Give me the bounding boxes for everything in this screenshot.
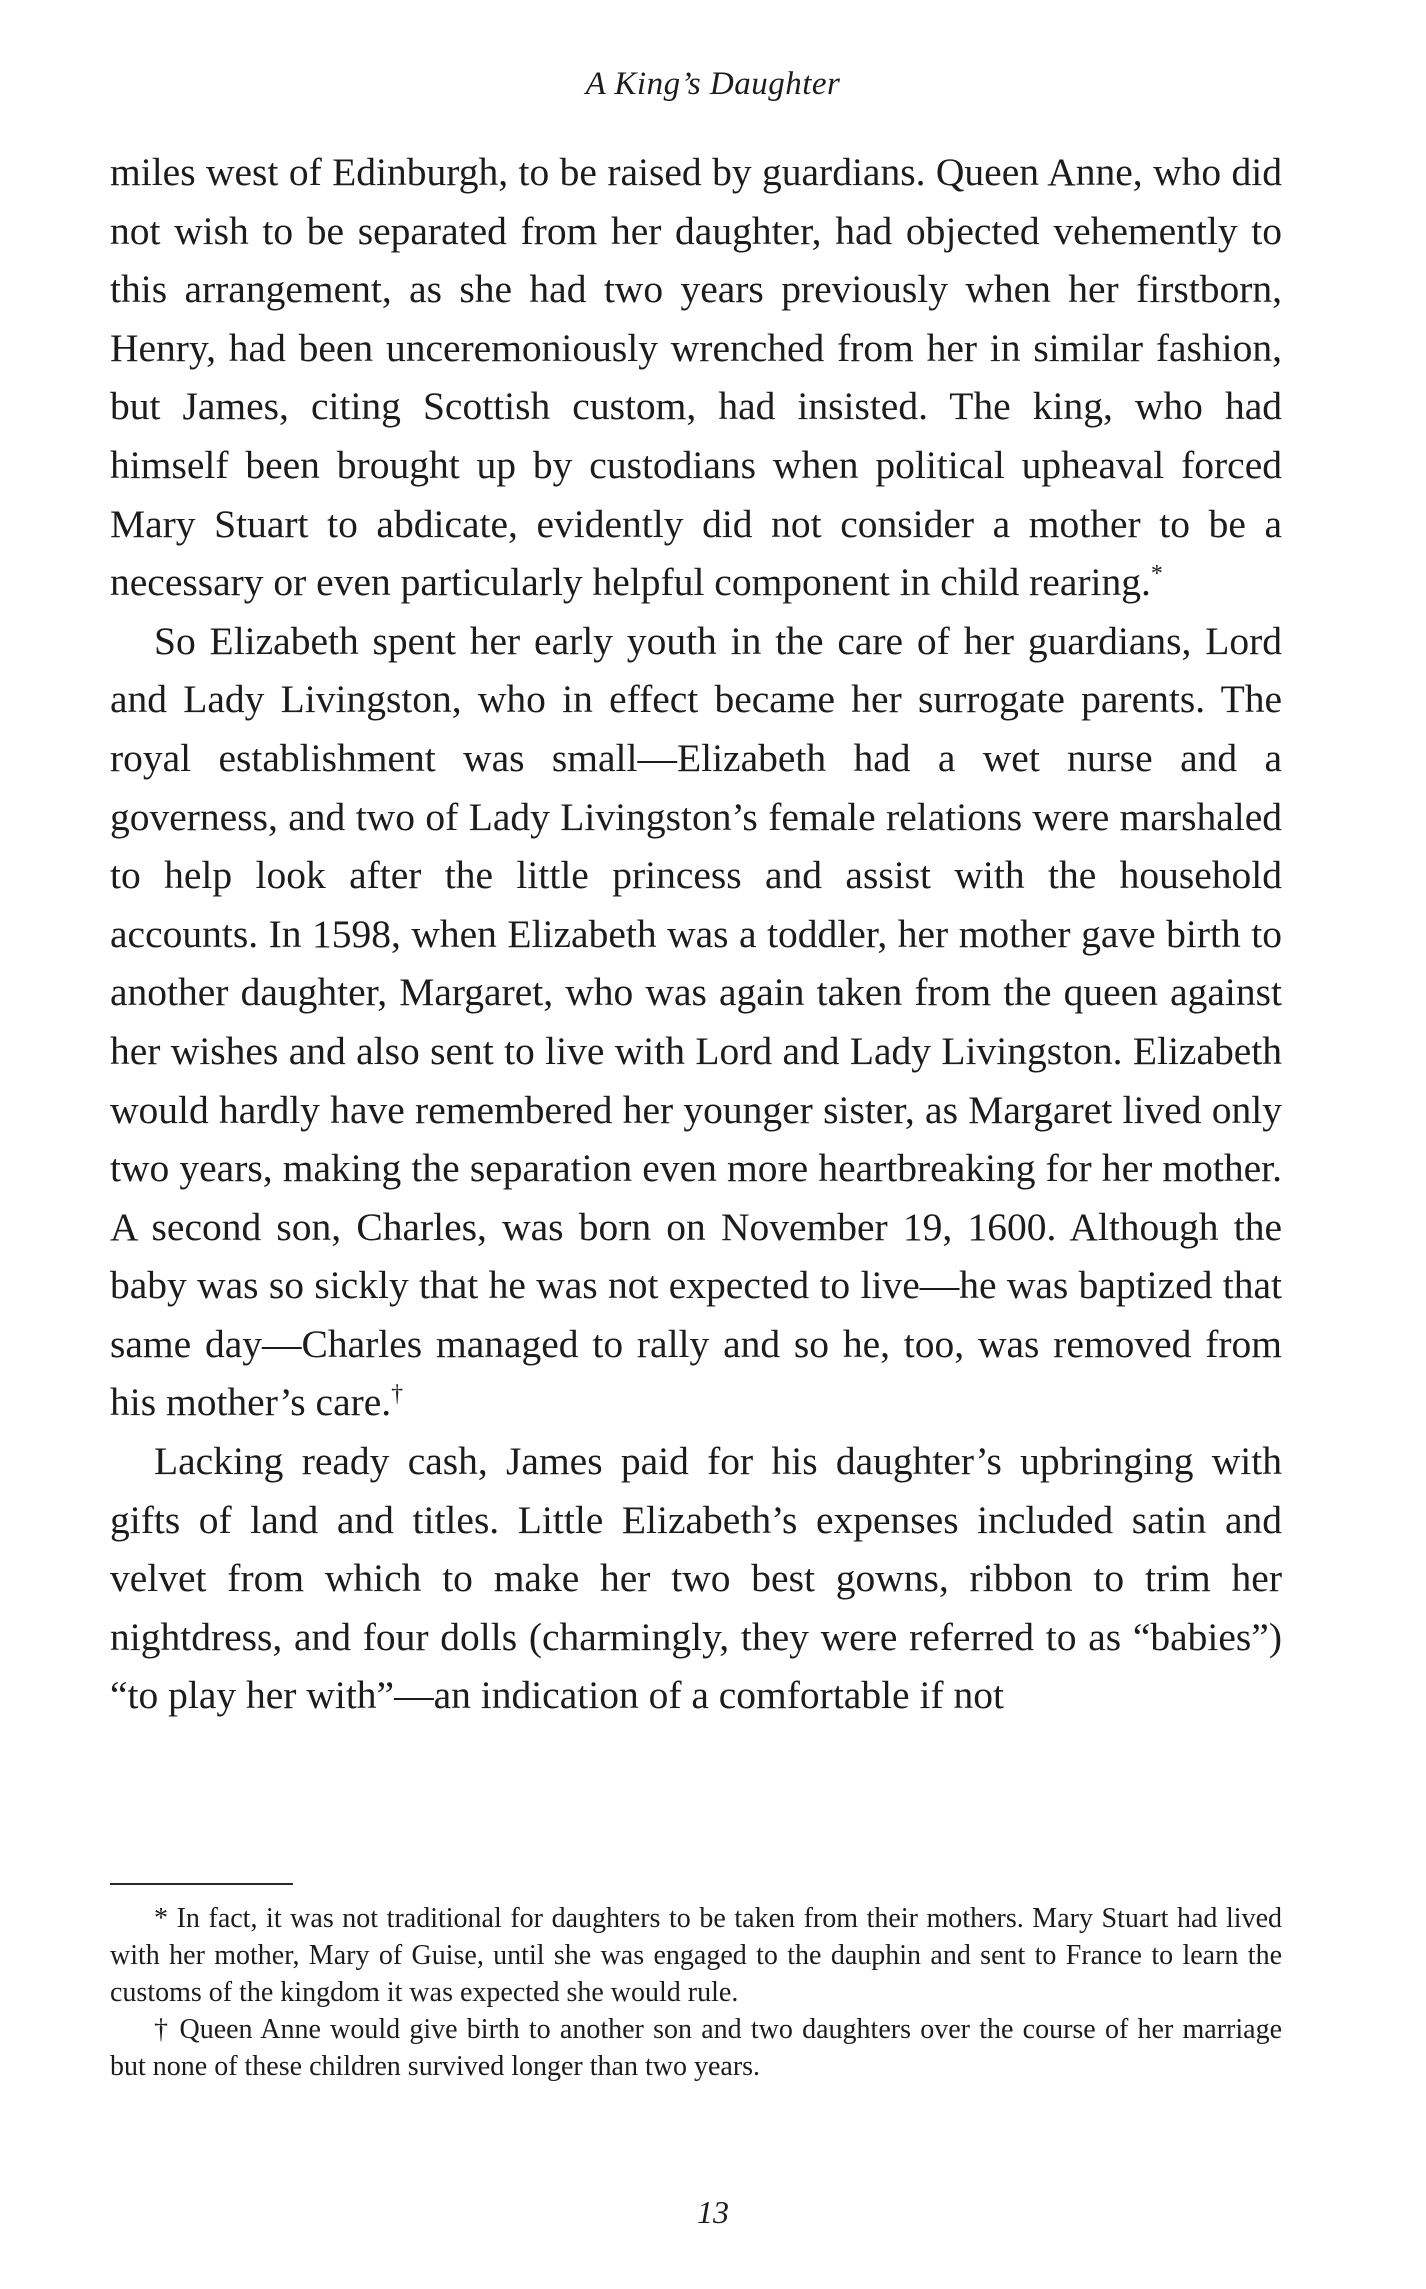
running-head-title: A King’s Daughter [585, 66, 841, 102]
footnote-asterisk: * In fact, it was not traditional for daughters to be taken from their mothers. Mary Stuart had lived with her mother, Mary of Guise, until she was engaged to the dauphin and sent to France to learn the customs of the kingdom it was expected she would rule. [110, 1903, 1282, 2008]
paragraph-text: So Elizabeth spent her early youth in the care of her guardians, Lord and Lady Livingston, who in effect became her surrogate parents. The royal establishment was small—Elizabeth had a wet nurse and a governess, and two of Lady Livingston’s female relations were marshaled to help look after the little princess and assist with the household accounts. In 1598, when Elizabeth was a toddler, her mother gave birth to another daughter, Margaret, who was again taken from the queen against her wishes and also sent to live with Lord and Lady Livingston. Elizabeth would hardly have remembered her younger sister, as Margaret lived only two years, making the separation even more heartbreaking for her mother. A second son, Charles, was born on November 19, 1600. Although the baby was so sickly that he was not expected to live—he was baptized that same day—Charles managed to rally and so he, too, was removed from his mother’s care. [110, 618, 1282, 1425]
paragraph [110, 1432, 1282, 1725]
page-number: 13 [697, 2194, 729, 2230]
paragraph-text: Lacking ready cash, James paid for his daughter’s upbringing with gifts of land and titles. Little Elizabeth’s expenses included satin and velvet from which to make her two best gowns, ribbon to trim her nightdress, and four dolls (charmingly, they were referred to as “babies”) “to play her with”—an indication of a comfortable if not [110, 1439, 1282, 1718]
paragraph-text: miles west of Edinburgh, to be raised by guardians. Queen Anne, who did not wish to be separated from her daughter, had objected vehemently to this arrangement, as she had two years previously when her firstborn, Henry, had been unceremoniously wrenched from her in similar fashion, but James, citing Scottish custom, had insisted. The king, who had himself been brought up by custodians when political upheaval forced Mary Stuart to abdicate, evidently did not consider a mother to be a necessary or even particularly helpful component in child rearing. [110, 150, 1282, 605]
footnote-divider [110, 1883, 293, 1885]
footnote-mark-dagger: † [391, 1381, 404, 1408]
footnote-dagger: † Queen Anne would give birth to another son and two daughters over the course of her marriage but none of these children survived longer than two years. [110, 2014, 1282, 2082]
paragraph [110, 143, 1282, 612]
footnote-mark-asterisk: * [1150, 561, 1163, 588]
footnotes [110, 1900, 1282, 2085]
main-text [110, 143, 1282, 1725]
paragraph [110, 612, 1282, 1432]
